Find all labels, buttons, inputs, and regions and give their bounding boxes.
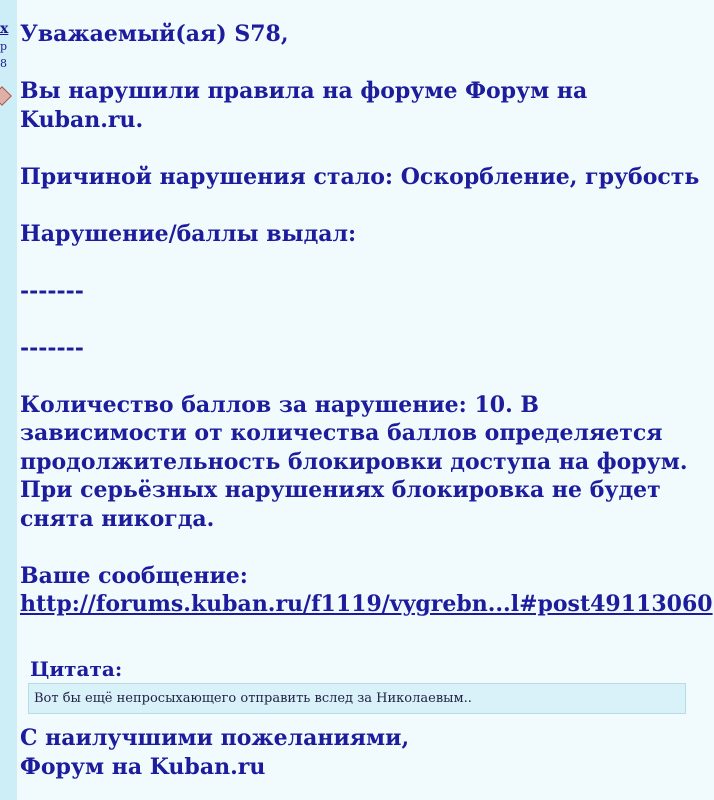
issued-by: Нарушение/баллы выдал: [20, 220, 357, 247]
separator: ------- [20, 334, 84, 361]
sidebar-text-2: 8 [0, 57, 7, 70]
sidebar-link[interactable]: x [0, 21, 9, 37]
violation-reason: Причиной нарушения стало: Оскорбление, грубость [20, 163, 700, 190]
left-sidebar-strip [0, 0, 17, 800]
separator: ------- [20, 277, 84, 304]
quote-block [28, 657, 686, 714]
your-post-label: Ваше сообщение: [20, 562, 248, 589]
signature-line-1: С наилучшими пожеланиями, [20, 725, 410, 751]
signature [20, 724, 409, 782]
quote-label: Цитата: [30, 657, 123, 681]
quote-text: Вот бы ещё непросыхающего отправить вслед за Николаевым.. [28, 683, 686, 714]
warning-message [20, 20, 712, 619]
violation-text: Вы нарушили правила на форуме Форум на Kuban.ru. [20, 78, 588, 133]
post-link[interactable]: http://forums.kuban.ru/f1119/vygrebn...l#post49113060 [20, 591, 713, 617]
greeting: Уважаемый(ая) S78, [20, 21, 289, 47]
pencil-icon[interactable] [0, 86, 12, 106]
signature-line-2: Форум на Kuban.ru [20, 754, 266, 780]
sidebar-text-1: p [0, 40, 8, 53]
points-info: Количество баллов за нарушение: 10. В зависимости от количества баллов определяется продолжительность блокировки доступа на форум. При серьёзных нарушениях блокировка не будет снята никогда. [20, 391, 688, 532]
